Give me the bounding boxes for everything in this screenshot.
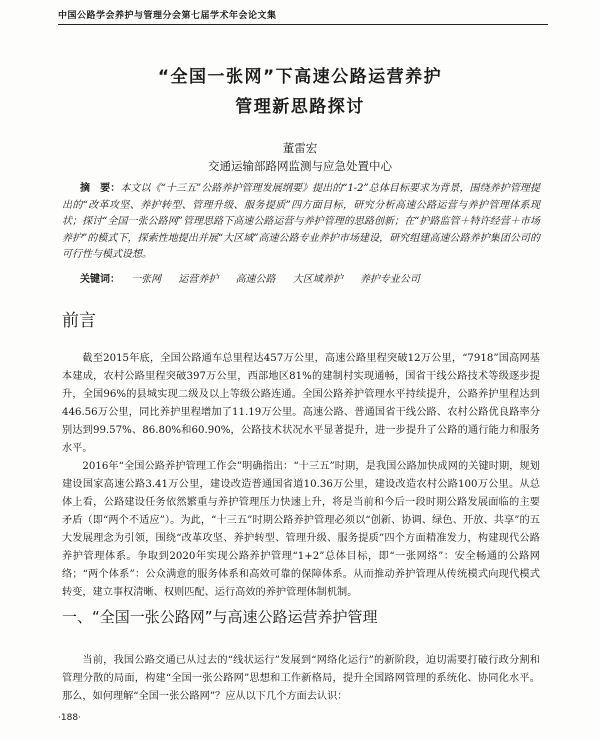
section-heading: 一、“全国一张公路网”与高速公路运营养护管理 — [62, 608, 378, 626]
body-paragraph: 2016年“全国公路养护管理工作会”明确指出：“十三五”时期，是我国公路加快成网的关键时期，规划建设国家高速公路3.41万公里，建设改造普通国省道10.36万公里，建设改造农村公路100万公里。从总体上看，公路建设任务依然繁重与养护管理压力快速上升，将是当前和今后一段时期公路发展面临的主要矛盾（即“两个不适应”）。为此，“十三五”时期公路养护管理必须以“创新、协调、绿色、开放、共享”的五大发展理念为引领，围绕“改革攻坚、养护转型、管理升级、服务提质”四个方面精准发力，构建现代公路养护管理体系。争取到2020年实现公路养护管理“1+2”总体目标，即“一张网络”：安全畅通的公路网络；“两个体系”：公众满意的服务体系和高效可靠的保障体系。从而推动养护管理从传统模式向现代模式转变，建立事权清晰、权则匹配、运行高效的养护管理体制机制。 — [62, 461, 540, 598]
paper-title-line2: 管理新思路探讨 — [235, 97, 365, 117]
intro-heading: 前言 — [62, 311, 96, 331]
paper-title-line1: “全国一张网”下高速公路运营养护 — [157, 67, 443, 87]
keywords — [62, 270, 540, 285]
page-number: ·188· — [58, 713, 81, 723]
keyword: 高速公路 — [235, 274, 276, 285]
author-affiliation: 交通运输部路网监测与应急处置中心 — [208, 159, 392, 173]
keyword: 养护专业公司 — [359, 274, 420, 285]
abstract-label: 摘 要： — [80, 183, 121, 194]
keyword: 大区域养护 — [292, 274, 343, 285]
abstract — [62, 181, 540, 264]
body-paragraph: 截至2015年底，全国公路通车总里程达457万公里，高速公路里程突破12万公里，“7918”国高网基本建成，农村公路里程突破397万公里，西部地区81%的建制村实现通畅，国省干线公路技术等级逐步提升，全国96%的县城实现二级及以上等级公路连通。全国公路养护管理水平持续提升，公路养护里程达到446.56万公里，同比养护里程增加了11.19万公里。高速公路、普通国省干线公路、农村公路优良路率分别达到99.57%、86.80%和60.90%，公路技术状况水平显著提升，进一步提升了公路的通行能力和服务水平。 — [62, 353, 540, 454]
keywords-label: 关键词： — [80, 274, 120, 285]
abstract-text: 本文以《“十三五”公路养护管理发展纲要》提出的“1-2”总体目标要求为背景，围绕养护管理提出的“改革攻坚、养护转型、管理升级、服务提质”四方面目标，研究分析高速公路运营与养护管理体系现状；探讨“全国一张公路网”管理思路下高速公路运营与养护管理的思路创新；在“护路监管＋特许经营＋市场养护”的模式下，探索性地提出并展“大区域”高速公路专业养护市场建设，研究组建高速公路养护集团公司的可行性与模式设想。 — [62, 183, 540, 260]
running-header: 中国公路学会养护与管理分会第七届学术年会论文集 — [58, 8, 548, 25]
keyword: 一张网 — [131, 274, 162, 285]
section-paragraph: 当前，我国公路交通已从过去的“线状运行”发展到“网络化运行”的新阶段，迫切需要打破行政分割和管理分散的局面，构建“全国一张公路网”思想和工作新格局，提升全国路网管理的系统化、协同化水平。那么，如何理解“全国一张公路网”？应从以下几个方面去认识： — [62, 655, 540, 702]
keyword: 运营养护 — [178, 274, 219, 285]
author-name: 董雷宏 — [282, 141, 318, 155]
